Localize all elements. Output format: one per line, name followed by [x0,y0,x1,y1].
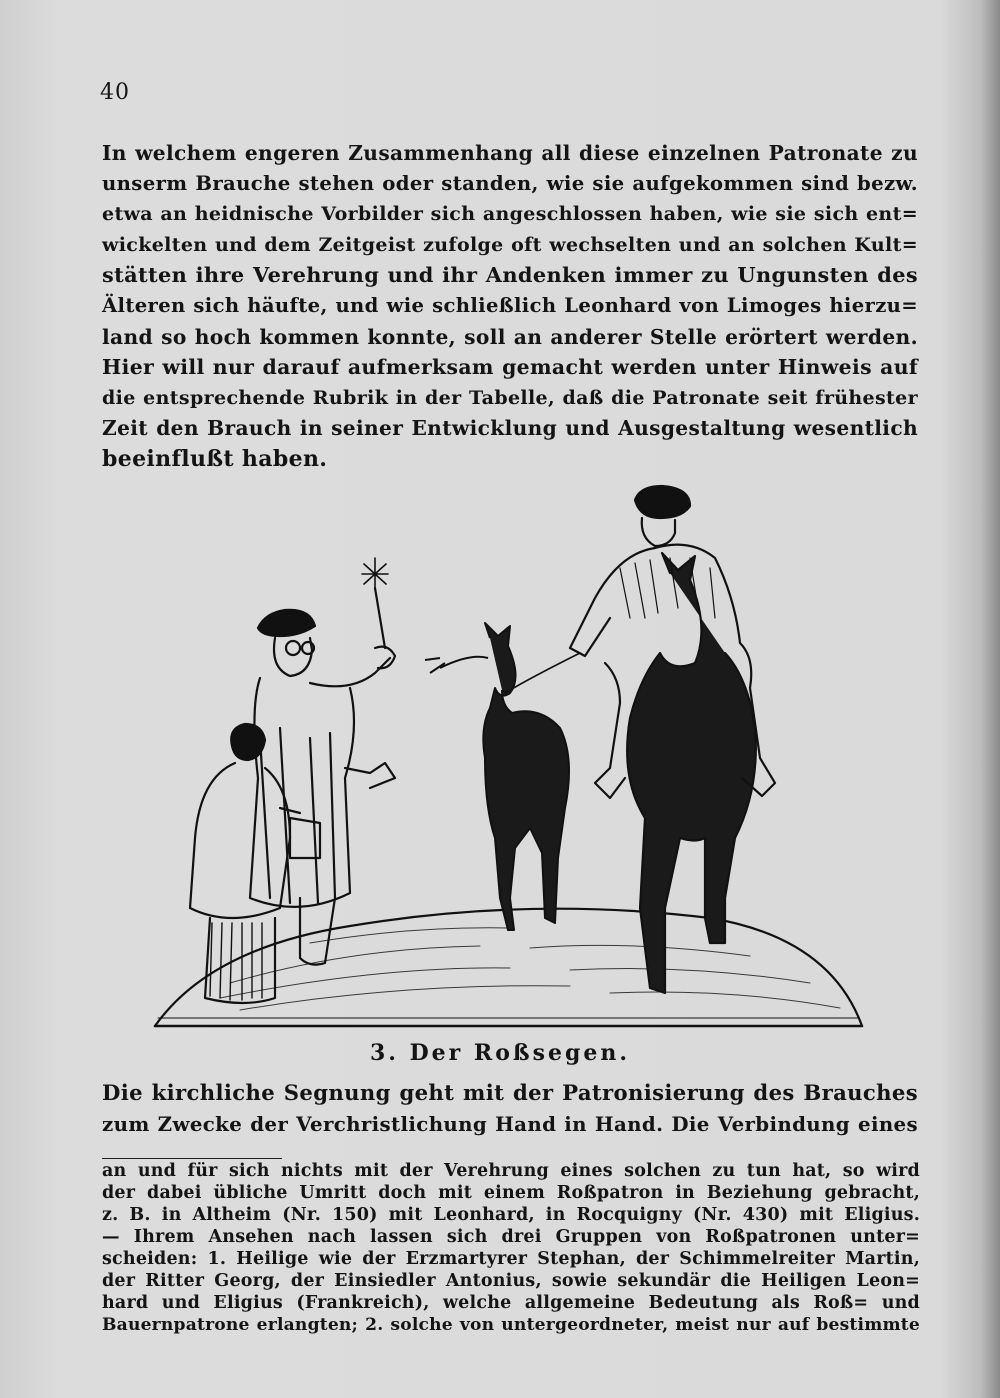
text-line: die entsprechende Rubrik in der Tabelle, daß die Patronate seit frühester [102,386,918,409]
priest-figure [250,558,395,965]
text-line: Die kirchliche Segnung geht mit der Patronisierung des Brauches [102,1080,918,1105]
text-line: Älteren sich häufte, und wie schließlich Leonhard von Limoges hierzu= [102,293,918,317]
text-line: In welchem engeren Zusammenhang all diese einzelnen Patronate zu [102,141,918,165]
text-line: etwa an heidnische Vorbilder sich angeschlossen haben, wie sie sich ent= [102,203,918,226]
altar-boy-figure [190,724,320,1003]
footnote-line: z. B. in Altheim (Nr. 150) mit Leonhard, in Rocquigny (Nr. 430) mit Eligius. [102,1205,920,1225]
text-line: Zeit den Brauch in seiner Entwicklung und Ausgestaltung wesentlich [102,416,918,441]
text-line: Hier will nur darauf aufmerksam gemacht werden unter Hinweis auf [102,355,918,380]
text-line: beeinflußt haben. [102,445,328,472]
footnote-line: hard und Eligius (Frankreich), welche allgemeine Bedeutung als Roß= und [102,1293,920,1313]
footnote-line: Bauernpatrone erlangten; 2. solche von untergeordneter, meist nur auf bestimmte [102,1315,920,1335]
text-line: wickelten und dem Zeitgeist zufolge oft wechselten und an solchen Kult= [102,233,918,256]
footnote-divider [102,1158,282,1159]
text-line: land so hoch kommen konnte, soll an anderer Stelle erörtert werden. [102,324,918,349]
footnote-line: der Ritter Georg, der Einsiedler Antonius, sowie sekundär die Heiligen Leon= [102,1271,920,1291]
text-line: unserm Brauche stehen oder standen, wie sie aufgekommen sind bezw. [102,171,918,195]
main-paragraph [102,138,918,475]
text-line: zum Zwecke der Verchristlichung Hand in Hand. Die Verbindung eines [102,1111,918,1136]
footnote-line: scheiden: 1. Heilige wie der Erzmartyrer Stephan, der Schimmelreiter Martin, [102,1249,920,1269]
footnote-block [102,1160,920,1336]
figure-caption: 3. Der Roßsegen. [369,1040,631,1066]
horse-blessing-illustration [150,478,865,1038]
footnote-line: — Ihrem Ansehen nach lassen sich drei Gruppen von Roßpatronen unter= [102,1227,920,1247]
text-line: stätten ihre Verehrung und ihr Andenken immer zu Ungunsten des [102,262,918,288]
page-number: 40 [100,80,130,105]
footnote-line: an und für sich nichts mit der Verehrung eines solchen zu tun hat, so wird [102,1161,920,1181]
footnote-line: der dabei übliche Umritt doch mit einem Roßpatron in Beziehung gebracht, [102,1183,920,1203]
continuation-paragraph [102,1078,918,1139]
